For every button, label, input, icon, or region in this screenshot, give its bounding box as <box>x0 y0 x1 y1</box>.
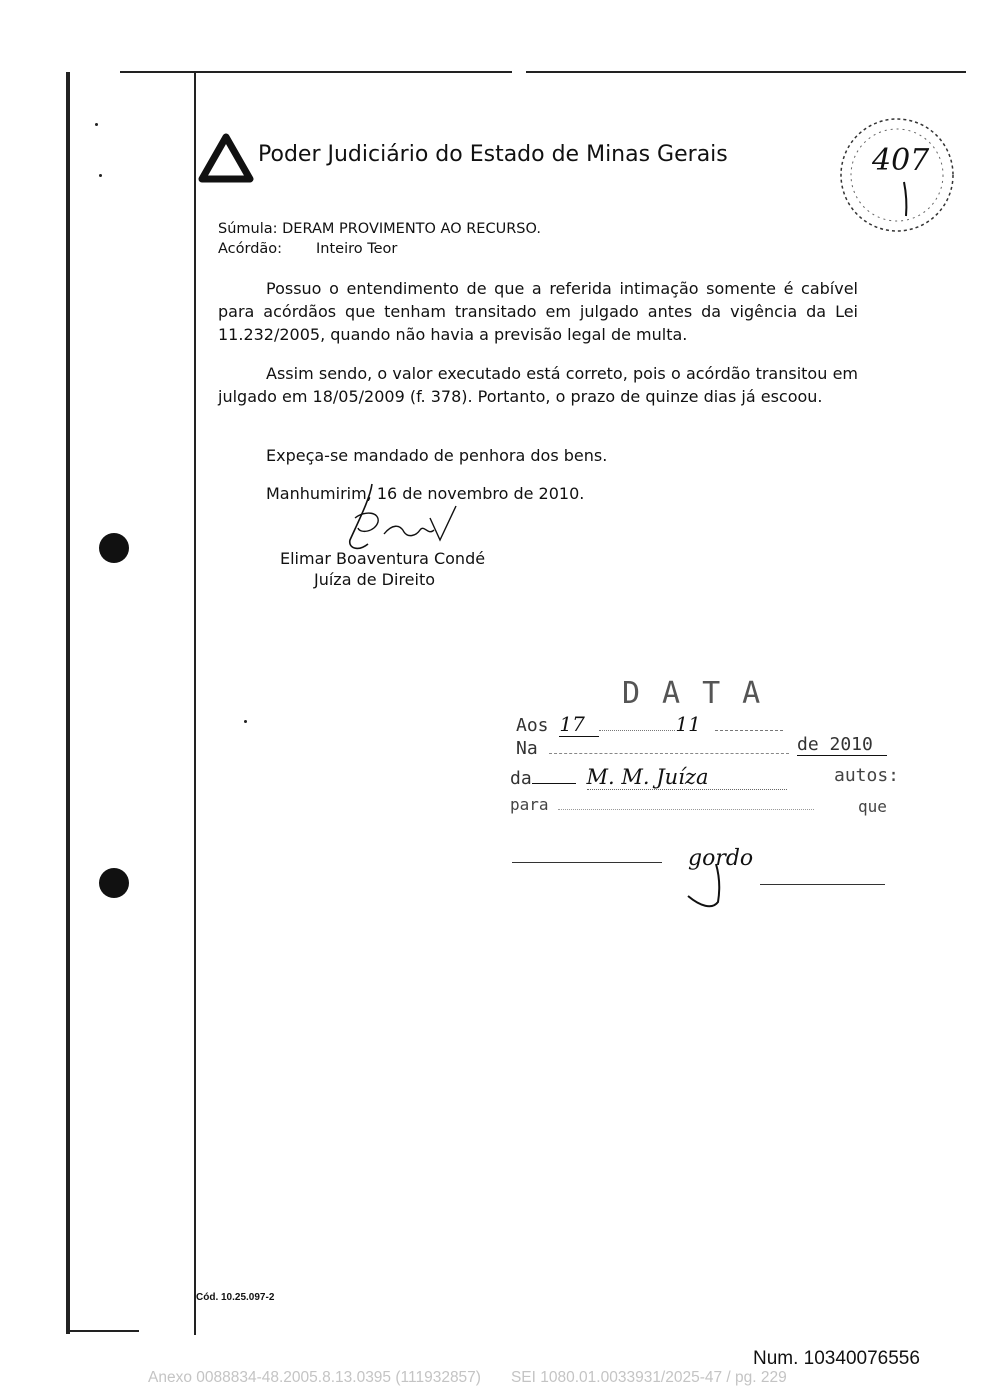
judge-name: Elimar Boaventura Condé <box>280 549 486 568</box>
top-border-line-right <box>526 71 966 73</box>
judge-role: Juíza de Direito <box>314 570 436 589</box>
document-code: Cód. 10.25.097-2 <box>196 1292 275 1303</box>
received-autos: autos: <box>834 765 900 786</box>
summary-value: DERAM PROVIMENTO AO RECURSO. <box>282 221 541 237</box>
page-number-seal <box>834 112 960 238</box>
ruling-line <box>218 241 397 257</box>
ruling-value: Inteiro Teor <box>316 241 398 257</box>
received-stamp-title: DATA <box>622 676 783 711</box>
top-border-line <box>120 71 512 73</box>
received-signature-stroke <box>680 860 760 920</box>
received-stamp-line3: da M. M. Juíza <box>510 765 787 790</box>
scan-speck <box>95 123 98 126</box>
received-signature-line <box>512 862 662 863</box>
received-stamp-line1: Aos 17 11 <box>516 712 783 737</box>
received-que: que <box>858 797 887 816</box>
received-stamp-line4: para <box>510 795 814 814</box>
left-margin-line <box>194 71 196 1335</box>
received-signature-line-right <box>760 884 885 885</box>
punch-hole-upper <box>99 533 129 563</box>
court-title: Poder Judiciário do Estado de Minas Gerais <box>258 142 728 167</box>
scan-speck <box>99 174 102 177</box>
footer-sei: SEI 1080.01.0033931/2025-47 / pg. 229 <box>510 1369 787 1386</box>
page-number: 407 <box>872 143 930 178</box>
triangle-logo-icon <box>198 133 254 185</box>
received-stamp-line2: Na <box>516 738 789 759</box>
footer-annex: Anexo 0088834-48.2005.8.13.0395 (111932857) <box>148 1369 481 1386</box>
received-recipient: M. M. Juíza <box>587 765 787 790</box>
footer-annex-line <box>148 1369 787 1387</box>
received-month: 11 <box>675 712 701 736</box>
bottom-left-line <box>66 1330 139 1332</box>
ruling-label: Acórdão: <box>218 241 283 257</box>
paragraph-3: Expeça-se mandado de penhora dos bens. <box>266 446 608 465</box>
received-year: de 2010 <box>797 734 887 756</box>
judge-signature <box>320 478 470 558</box>
received-day: 17 <box>559 712 599 737</box>
scan-speck <box>244 720 247 723</box>
summary-label: Súmula: <box>218 221 278 237</box>
document-number: Num. 10340076556 <box>753 1348 920 1369</box>
paragraph-1: Possuo o entendimento de que a referida intimação somente é cabível para acórdãos que tenham transitado em julgado antes da vigência da Lei 11.232/2005, quando não havia a previsão legal de multa. <box>218 279 858 344</box>
punch-hole-lower <box>99 868 129 898</box>
paragraph-2: Assim sendo, o valor executado está correto, pois o acórdão transitou em julgado em 18/05/2009 (f. 378). Portanto, o prazo de quinze dias já escoou. <box>218 364 858 406</box>
outer-left-edge <box>66 72 70 1334</box>
place-date: Manhumirim, 16 de novembro de 2010. <box>266 484 585 503</box>
summary-line <box>218 221 541 237</box>
received-signature: gordo <box>688 846 754 871</box>
